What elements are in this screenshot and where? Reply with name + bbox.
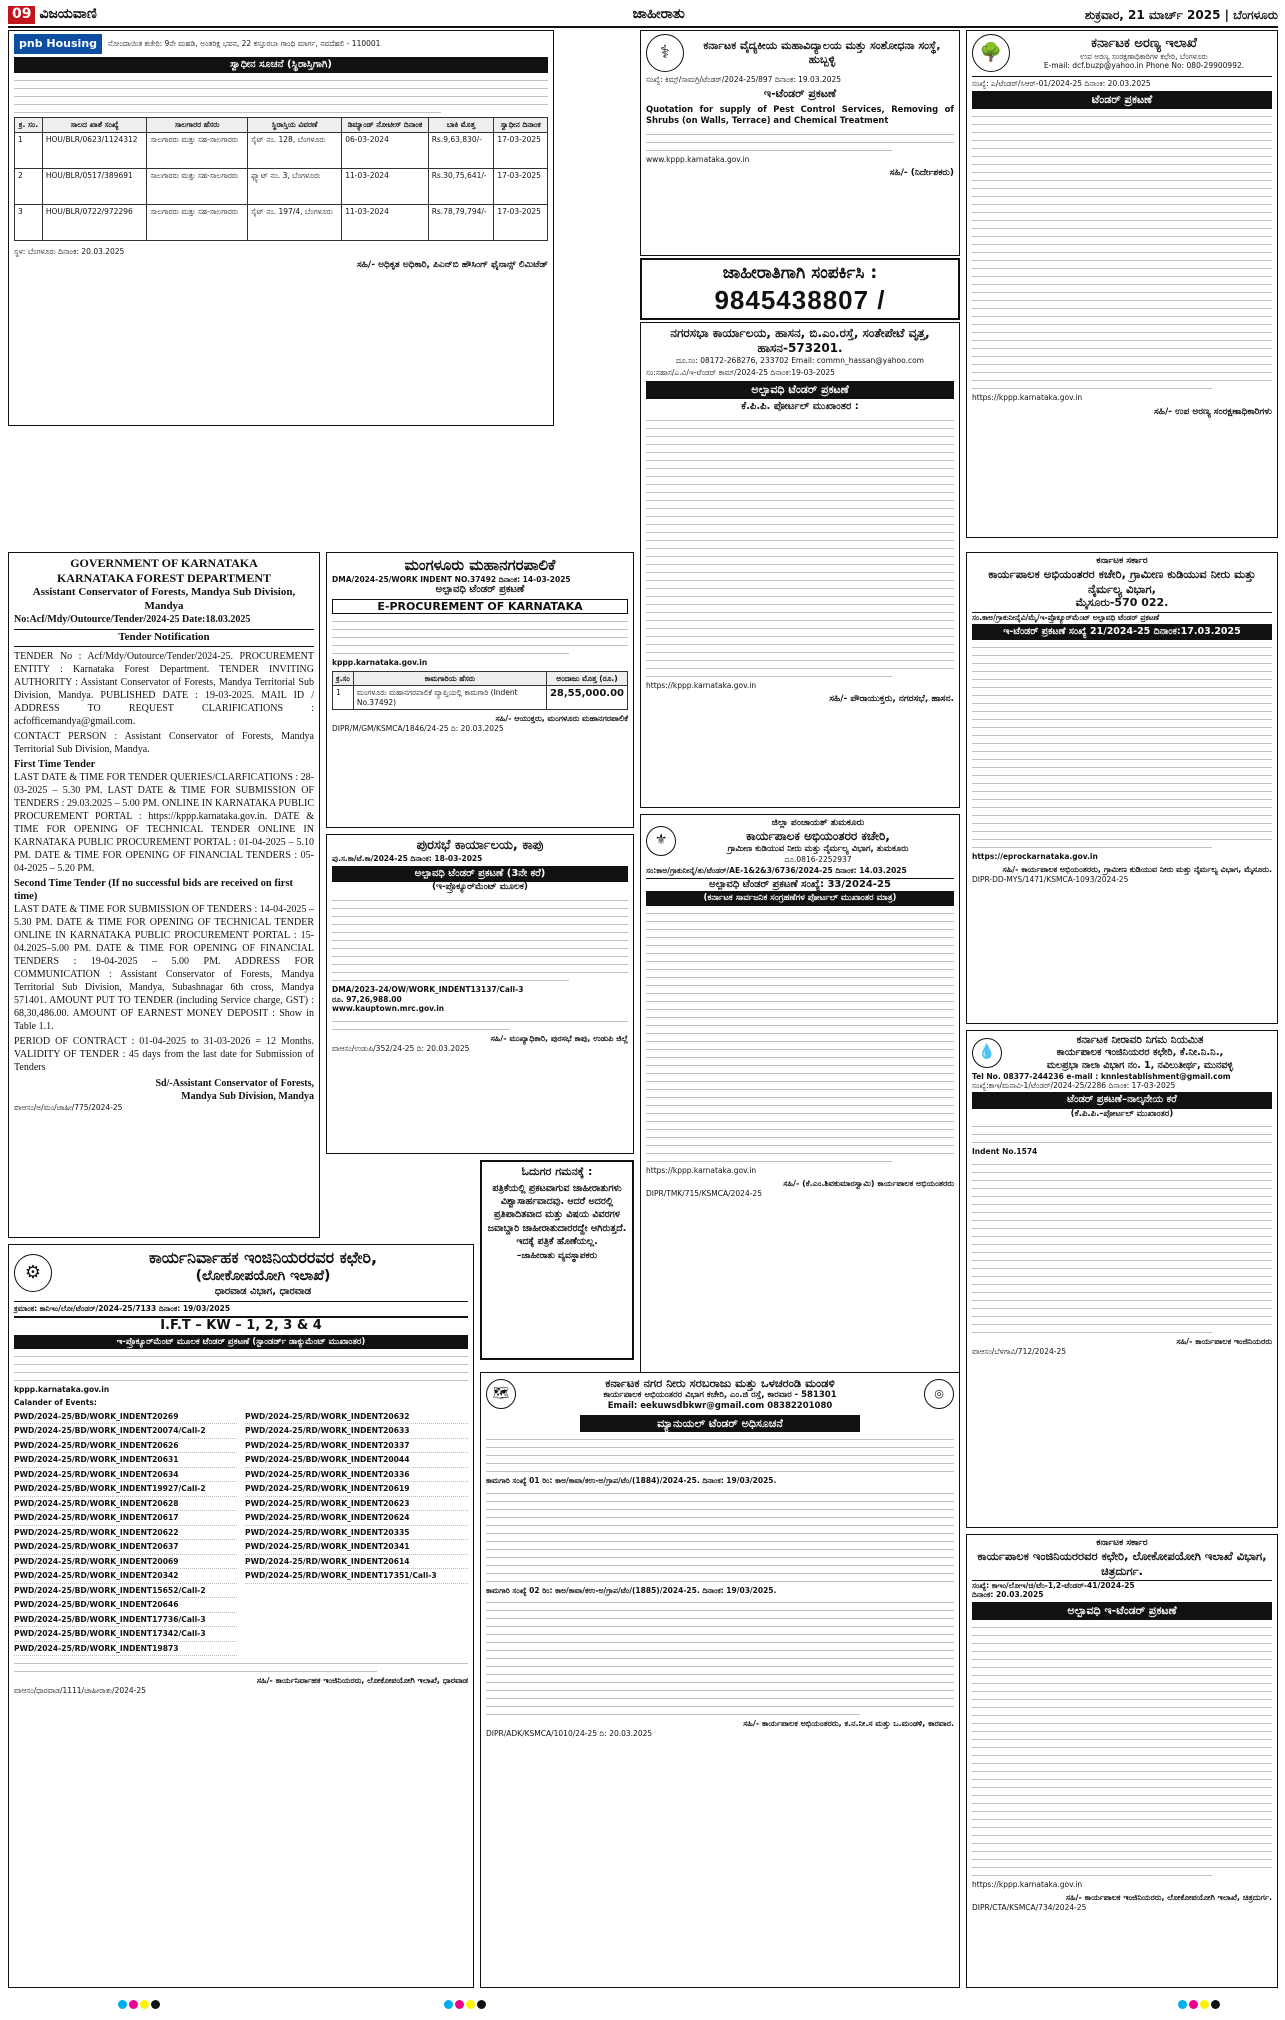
pnb-cell: 11-03-2024 [342, 168, 428, 204]
kaup-ref: ಪು.ಸ.ಕಾ/ಟೆ.ಕಾ/2024-25 ದಿನಾಂಕ: 18-03-2025 [332, 854, 483, 864]
ad-contact-label: ಜಾಹೀರಾತಿಗಾಗಿ ಸಂಪರ್ಕಿಸಿ : [722, 263, 878, 283]
mangaluru-sign: ಸಹಿ/- ಆಯುಕ್ತರು, ಮಂಗಳೂರು ಮಹಾನಗರಪಾಲಿಕೆ [495, 713, 628, 723]
dharwad-indent-list-1 [14, 1410, 237, 1656]
forest-sub: ಉಪ ಅರಣ್ಯ ಸಂರಕ್ಷಣಾಧಿಕಾರಿಗಳ ಕಛೇರಿ, ಬೆಂಗಳೂರು [1080, 51, 1208, 61]
kims-emblem-icon: ⚕ [646, 34, 684, 72]
chitradurga-gov: ಕರ್ನಾಟಕ ಸರ್ಕಾರ [1096, 1538, 1148, 1548]
dharwad-indent: PWD/2024-25/RD/WORK_INDENT20619 [245, 1482, 468, 1496]
mandya-office: Assistant Conservator of Forests, Mandya Sub Division, Mandya [32, 586, 296, 612]
knnl-title: ಕರ್ನಾಟಕ ನೀರಾವರಿ ನಿಗಮ ನಿಯಮಿತ [1076, 1034, 1204, 1046]
dharwad-indent: PWD/2024-25/RD/WORK_INDENT20631 [14, 1453, 237, 1467]
chitradurga-sign: ಸಹಿ/- ಕಾರ್ಯಪಾಲಕ ಇಂಜಿನಿಯರರು, ಲೋಕೋಪಯೋಗಿ ಇಲಾಖೆ, ಚಿತ್ರದುರ್ಗ. [1065, 1892, 1272, 1902]
dharwad-site: kppp.karnataka.gov.in [14, 1385, 110, 1395]
mandya-footer: ವಾಆಸಂ/ಅ/ಮಂ/ಜಾಹೀ/775/2024-25 [14, 1103, 123, 1113]
pnb-table-row [15, 132, 548, 168]
mangaluru-col2: ಕಾಮಗಾರಿಯ ಹೆಸರು [353, 671, 546, 685]
print-registration-marks-left [118, 2000, 160, 2010]
dharwad-indent: PWD/2024-25/RD/WORK_INDENT20637 [14, 1540, 237, 1554]
karwar-notice [480, 1372, 960, 1988]
dharwad-indent: PWD/2024-25/RD/WORK_INDENT20626 [14, 1439, 237, 1453]
pnb-sign: ಸಹಿ/- ಅಧಿಕೃತ ಅಧಿಕಾರಿ, ಪಿಎನ್‌ಬಿ ಹೌಸಿಂಗ್ ಫೈನಾನ್ಸ್ ಲಿಮಿಟೆಡ್ [356, 260, 548, 270]
karwar-work2: ಕಾಮಗಾರಿ ಸಂಖ್ಯೆ 02 ರಿಂ: ಕಾಅ/ಕಾವಾ/ಕಉ-ಅ/ಗ್ರಾಪ/ಟೆಂ/(1885)/2024-25. ದಿನಾಂಕ: 19/03/2025. [486, 1585, 777, 1595]
pnb-col-header: ಸ್ವಾಧೀನ ದಿನಾಂಕ [494, 118, 548, 132]
dharwad-indent: PWD/2024-25/BD/WORK_INDENT20646 [14, 1598, 237, 1612]
pnb-footer: ಸ್ಥಳ: ಬೆಂಗಳೂರು ದಿನಾಂಕ: 20.03.2025 [14, 246, 125, 256]
dharwad-indent: PWD/2024-25/BD/WORK_INDENT20074/Call-2 [14, 1424, 237, 1438]
mandya-sign2: Mandya Sub Division, Mandya [181, 1090, 314, 1102]
dharwad-indent: PWD/2024-25/RD/WORK_INDENT20633 [245, 1424, 468, 1438]
dharwad-sub: (ಲೋಕೋಪಯೋಗಿ ಇಲಾಖೆ) [195, 1268, 331, 1284]
dharwad-indent: PWD/2024-25/RD/WORK_INDENT20624 [245, 1511, 468, 1525]
chitradurga-date: ದಿನಾಂಕ: 20.03.2025 [972, 1590, 1044, 1600]
mysuru-city: ಮೈಸೂರು-570 022. [1075, 596, 1169, 609]
tumakuru-sign: ಸಹಿ/- (ಕೆ.ಎಂ.ಶಿವಕುಮಾರಸ್ವಾಮಿ) ಕಾರ್ಯಪಾಲಕ ಅಭಿಯಂತರರು [783, 1179, 954, 1189]
dharwad-footer: ವಾಆಸಂ/ಧಾರವಾಡ/1111/ಜಾಹೀರಾತು/2024-25 [14, 1686, 146, 1696]
mandya-p3: LAST DATE & TIME FOR TENDER QUERIES/CLARFICATIONS : 28-03-2025 – 5.30 PM. LAST DATE & TIME FOR SUBMISSION OF TENDERS : 29.03.2025 – 5.00 PM. ONLINE IN KARNATAKA PUBLIC PROCUREMENT PORTAL : https://kppp.karnataka.gov.in. DATE & TIME FOR OPENING OF TECHNICAL TENDER ONLINE IN KARNATAKA PUBLIC PROCUREMENT PORTAL : 01-04-2025 – 5.10 PM. DATE & TIME FOR OPENING OF FINANCIAL TENDERS : 05-04-2025 – 5.20 PM. [14, 771, 315, 874]
tumakuru-emblem-icon: ⚜ [646, 826, 676, 856]
readers-note [480, 1160, 634, 1360]
mandya-p2: CONTACT PERSON : Assistant Conservator of Forests, Mandya Territorial Sub Division, Mandya. [14, 730, 314, 755]
tumakuru-site: https://kppp.karnataka.gov.in [646, 1165, 757, 1175]
pnb-col-header: ಬಾಕಿ ಮೊತ್ತ [428, 118, 494, 132]
pnb-logo: pnb Housing [14, 34, 102, 54]
karwar-logo-icon: ◎ [924, 1379, 954, 1409]
ad-contact-phones: 9845438807 / [714, 285, 886, 316]
readers-heading: ಓದುಗರ ಗಮನಕ್ಕೆ : [521, 1165, 593, 1178]
pnb-col-header: ಸಾಲದ ಖಾತೆ ಸಂಖ್ಯೆ [42, 118, 147, 132]
mysuru-ref: ಸಂ.ಕಾಅ/ಗ್ರಾಕುನೀನೈವಿ/ಮೈ/ಇ-ಪ್ರೊಕ್ಯೂರ್‌ಮೆಂಟ್ ಅಲ್ಪಾವಧಿ ಟೆಂಡರ್ ಪ್ರಕಟಣೆ [972, 612, 1272, 622]
chitradurga-footer: DIPR/CTA/KSMCA/734/2024-25 [972, 1902, 1087, 1912]
tumakuru-title1: ಜಿಲ್ಲಾ ಪಂಚಾಯತ್ ತುಮಕೂರು [771, 818, 865, 828]
dharwad-indent-list-2 [245, 1410, 468, 1656]
hassan-notice-title: ಅಲ್ಪಾವಧಿ ಟೆಂಡರ್ ಪ್ರಕಟಣೆ [646, 381, 954, 399]
mangaluru-amount: 28,55,000.00 [546, 686, 627, 710]
mandya-second: Second Time Tender (If no successful bids are received on first time) [14, 877, 294, 902]
mysuru-site: https://eprockarnataka.gov.in [972, 852, 1098, 861]
mysuru-sign: ಸಹಿ/- ಕಾರ್ಯಪಾಲಕ ಅಭಿಯಂತರರು, ಗ್ರಾಮೀಣ ಕುಡಿಯುವ ನೀರು ಮತ್ತು ನೈರ್ಮಲ್ಯ ವಿಭಾಗ, ಮೈಸೂರು. [1002, 865, 1272, 875]
pnb-address: ನೋಂದಾಯಿತ ಕಚೇರಿ: 9ನೇ ಮಹಡಿ, ಅಂತರಿಕ್ಷ ಭವನ, 22 ಕಸ್ತೂರಬಾ ಗಾಂಧಿ ಮಾರ್ಗ, ನವದೆಹಲಿ - 110001 [108, 39, 381, 49]
forest-site: https://kppp.karnataka.gov.in [972, 393, 1083, 403]
page-header [8, 4, 1278, 28]
hassan-sign: ಸಹಿ/- ಪೌರಾಯುಕ್ತರು, ನಗರಸಭೆ, ಹಾಸನ. [829, 694, 954, 705]
dharwad-city: ಧಾರವಾಡ ವಿಭಾಗ, ಧಾರವಾಡ [214, 1285, 312, 1297]
karwar-title: ಕರ್ನಾಟಕ ನಗರ ನೀರು ಸರಬರಾಜು ಮತ್ತು ಒಳಚರಂಡಿ ಮಂಡಳಿ [605, 1376, 835, 1390]
dharwad-ref: ಕ್ರಮಾಂಕ: ಕಾನಿಇಂ/ಲೋ/ಟೆಂಡರ್/2024-25/7133 ದಿನಾಂಕ: 19/03/2025 [14, 1301, 468, 1313]
knnl-notice [966, 1030, 1278, 1528]
tumakuru-title2: ಕಾರ್ಯಪಾಲಕ ಅಭಿಯಂತರರ ಕಚೇರಿ, [746, 829, 890, 844]
dharwad-indent: PWD/2024-25/BD/WORK_INDENT19927/Call-2 [14, 1482, 237, 1496]
pnb-cell: ಸಾಲಗಾರರು ಮತ್ತು ಸಹ-ಸಾಲಗಾರರು [147, 132, 248, 168]
mysuru-footer: DIPR-DD-MYS/1471/KSMCA-1093/2024-25 [972, 875, 1129, 885]
dharwad-sign: ಸಹಿ/- ಕಾರ್ಯನಿರ್ವಾಹಕ ಇಂಜಿನಿಯರರು, ಲೋಕೋಪಯೋಗಿ ಇಲಾಖೆ, ಧಾರವಾಡ [256, 1676, 468, 1686]
pnb-cell: HOU/BLR/0517/389691 [42, 168, 147, 204]
mangaluru-col1: ಕ್ರ.ಸಂ [333, 671, 354, 685]
pnb-cell: Rs.78,79,794/- [428, 204, 494, 240]
pnb-cell: 17-03-2025 [494, 132, 548, 168]
pnb-table [14, 117, 548, 240]
karwar-emblem-icon: 🗺 [486, 1379, 516, 1409]
kaup-footer: ವಾಆಸಂ/ಉಡುಪಿ/352/24-25 ದಿ: 20.03.2025 [332, 1043, 470, 1053]
pnb-cell: 17-03-2025 [494, 204, 548, 240]
dharwad-indent: PWD/2024-25/RD/WORK_INDENT20069 [14, 1555, 237, 1569]
mangaluru-table: ಕ್ರ.ಸಂ ಕಾಮಗಾರಿಯ ಹೆಸರು ಅಂದಾಜು ಮೊತ್ತ (ರೂ.) 1 ಮಂಗಳೂರು ಮಹಾನಗರಪಾಲಿಕೆ ವ್ಯಾಪ್ತಿಯಲ್ಲಿ ಕಾಮಗಾರಿ (Indent No.37492) 28,55,000.00 [332, 671, 628, 710]
mandya-org1: GOVERNMENT OF KARNATAKA [70, 556, 258, 570]
mangaluru-footer: DIPR/M/GM/KSMCA/1846/24-25 ದಿ: 20.03.2025 [332, 723, 504, 733]
kaup-amount: ರೂ. 97,26,988.00 [332, 994, 402, 1004]
dharwad-ift: I.F.T – KW – 1, 2, 3 & 4 [14, 1316, 468, 1334]
readers-sign: –ಜಾಹೀರಾತು ವ್ಯವಸ್ಥಾಪಕರು [516, 1251, 598, 1262]
dharwad-indent: PWD/2024-25/BD/WORK_INDENT15652/Call-2 [14, 1584, 237, 1598]
forest-bengaluru-notice [966, 30, 1278, 538]
mysuru-gov: ಕರ್ನಾಟಕ ಸರ್ಕಾರ [1096, 556, 1148, 566]
dharwad-indent: PWD/2024-25/RD/WORK_INDENT20341 [245, 1540, 468, 1554]
pnb-cell: ಸಾಲಗಾರರು ಮತ್ತು ಸಹ-ಸಾಲಗಾರರು [147, 168, 248, 204]
kims-sign: ಸಹಿ/- (ನಿರ್ದೇಶಕರು) [889, 168, 954, 178]
pnb-table-row [15, 204, 548, 240]
hassan-phone: ದೂ.ಸಂ: 08172-268276, 233702 Email: commn_hassan@yahoo.com [675, 356, 924, 365]
chitradurga-ref: ಸಂಖ್ಯೆ: ಕಾಇಂ/ಲೋಇ/ಚಿ/ಟೆಂ-1,2-ಟೆಂಡರ್-41/2024-25 [972, 1580, 1272, 1590]
tumakuru-footer: DIPR/TMK/715/KSMCA/2024-25 [646, 1189, 762, 1199]
ad-contact-box [640, 258, 960, 320]
kims-notice-title: ಇ-ಟೆಂಡರ್ ಪ್ರಕಟಣೆ [763, 87, 837, 101]
knnl-sub: (ಕೆ.ಪಿ.ಪಿ.–ಪೋರ್ಟಲ್ ಮುಖಾಂತರ) [1070, 1108, 1174, 1119]
chitradurga-notice [966, 1534, 1278, 1988]
tumakuru-notice [640, 814, 960, 1374]
kims-notice [640, 30, 960, 256]
mandya-ref: No:Acf/Mdy/Outource/Tender/2024-25 Date:18.03.2025 [14, 613, 251, 625]
kims-title: ಕರ್ನಾಟಕ ವೈದ್ಯಕೀಯ ಮಹಾವಿದ್ಯಾಲಯ ಮತ್ತು ಸಂಶೋಧನಾ ಸಂಸ್ಥೆ, ಹುಬ್ಬಳ್ಳಿ [703, 39, 941, 66]
tumakuru-sub: (ಕರ್ನಾಟಕ ಸಾರ್ವಜನಿಕ ಸಂಗ್ರಹಣೆಗಳ ಪೋರ್ಟಲ್ ಮುಖಾಂತರ ಮಾತ್ರ) [646, 891, 954, 906]
dharwad-indent: PWD/2024-25/RD/WORK_INDENT20614 [245, 1555, 468, 1569]
print-registration-marks-mid [444, 2000, 486, 2010]
dharwad-indent: PWD/2024-25/RD/WORK_INDENT19873 [14, 1642, 237, 1656]
dharwad-indent: PWD/2024-25/RD/WORK_INDENT20342 [14, 1569, 237, 1583]
dharwad-indent: PWD/2024-25/RD/WORK_INDENT20336 [245, 1468, 468, 1482]
pnb-col-header: ಸಾಲಗಾರರ ಹೆಸರು [147, 118, 248, 132]
mandya-forest-notice [8, 552, 320, 1238]
karwar-notice-title: ಮ್ಯಾನುಯಲ್ ಟೆಂಡರ್ ಅಧಿಸೂಚನೆ [580, 1415, 861, 1433]
pnb-cell: HOU/BLR/0722/972296 [42, 204, 147, 240]
mangaluru-site: kppp.karnataka.gov.in [332, 658, 428, 668]
knnl-footer: ವಾಆಸಂ/ಬೆಳಗಾವಿ/712/2024-25 [972, 1346, 1066, 1356]
pnb-cell: ಸೈಟ್ ನಂ. 128, ಬೆಂಗಳೂರು [247, 132, 341, 168]
pnb-cell: 1 [15, 132, 43, 168]
mangaluru-ref: DMA/2024-25/WORK INDENT NO.37492 ದಿನಾಂಕ: 14-03-2025 [332, 574, 571, 584]
mangaluru-col3: ಅಂದಾಜು ಮೊತ್ತ (ರೂ.) [546, 671, 627, 685]
dharwad-indent: PWD/2024-25/BD/WORK_INDENT17736/Call-3 [14, 1613, 237, 1627]
forest-ref: ಸಂಖ್ಯೆ: ಎ/ಟೆಂಡರ್/ಸಿಆರ್-01/2024-25 ದಿನಾಂಕ: 20.03.2025 [972, 76, 1272, 88]
tumakuru-title3: ಗ್ರಾಮೀಣ ಕುಡಿಯುವ ನೀರು ಮತ್ತು ನೈರ್ಮಲ್ಯ ವಿಭಾಗ, ತುಮಕೂರು [727, 844, 909, 855]
pnb-cell: 06-03-2024 [342, 132, 428, 168]
knnl-sub1: ಕಾರ್ಯಪಾಲಕ ಇಂಜಿನಿಯರರ ಕಛೇರಿ, ಕೆ.ನೀ.ನಿ.ನಿ., [1056, 1047, 1224, 1059]
kaup-indent: DMA/2023-24/OW/WORK_INDENT13137/Call-3 [332, 985, 524, 995]
hassan-sub: ಕೆ.ಪಿ.ಪಿ. ಪೋರ್ಟಲ್ ಮುಖಾಂತರ : [741, 400, 859, 412]
forest-email: E-mail: dcf.buzp@yahoo.in Phone No: 080-29900992. [1043, 61, 1245, 71]
mandya-first: First Time Tender [14, 758, 96, 770]
pnb-cell: 11-03-2024 [342, 204, 428, 240]
pnb-cell: ಸಾಲಗಾರರು ಮತ್ತು ಸಹ-ಸಾಲಗಾರರು [147, 204, 248, 240]
karwar-work1: ಕಾಮಗಾರಿ ಸಂಖ್ಯೆ 01 ರಿಂ: ಕಾಅ/ಕಾವಾ/ಕಉ-ಅ/ಗ್ರಾಪ/ಟೆಂ/(1884)/2024-25. ದಿನಾಂಕ: 19/03/2025. [486, 1476, 777, 1486]
mangaluru-notice [326, 552, 634, 828]
mandya-heading: Tender Notification [14, 629, 314, 647]
dharwad-indent: PWD/2024-25/BD/WORK_INDENT20044 [245, 1453, 468, 1467]
karwar-sign: ಸಹಿ/- ಕಾರ್ಯಪಾಲಕ ಅಭಿಯಂತರರು, ಕ.ನ.ನೀ.ಸ ಮತ್ತು ಒ.ಮಂಡಳಿ, ಕಾರವಾರ. [743, 1719, 954, 1729]
kaup-sub: (ಇ-ಪ್ರೊಕ್ಯೂರ್‌ಮೆಂಟ್ ಮೂಲಕ) [431, 882, 528, 893]
pnb-col-header: ಸ್ಥಿರಾಸ್ತಿಯ ವಿವರಣೆ [247, 118, 341, 132]
karwar-email: Email: eekuwsdbkwr@gmail.com 08382201080 [607, 1401, 833, 1411]
dharwad-notice [8, 1244, 474, 1988]
karwar-footer: DIPR/ADK/KSMCA/1010/24-25 ದಿ: 20.03.2025 [486, 1729, 653, 1739]
pnb-col-header: ಕ್ರ. ಸಂ. [15, 118, 43, 132]
pnb-col-header: ಡಿಮ್ಯಾಂಡ್ ನೋಟೀಸ್ ದಿನಾಂಕ [342, 118, 428, 132]
mysuru-title: ಕಾರ್ಯಪಾಲಕ ಅಭಿಯಂತರರ ಕಚೇರಿ, ಗ್ರಾಮೀಣ ಕುಡಿಯುವ ನೀರು ಮತ್ತು ನೈರ್ಮಲ್ಯ ವಿಭಾಗ, [988, 567, 1256, 596]
forest-sign: ಸಹಿ/- ಉಪ ಅರಣ್ಯ ಸಂರಕ್ಷಣಾಧಿಕಾರಿಗಳು [1154, 406, 1272, 417]
knnl-sign: ಸಹಿ/- ಕಾರ್ಯಪಾಲಕ ಇಂಜಿನಿಯರರು [1176, 1336, 1272, 1346]
mysuru-notice-title: ಇ-ಟೆಂಡರ್ ಪ್ರಕಟಣೆ ಸಂಖ್ಯೆ 21/2024-25 ದಿನಾಂಕ:17.03.2025 [972, 624, 1272, 640]
pnb-cell: 2 [15, 168, 43, 204]
hassan-ref: ಸಂ:ನಹಾಸ/ಎ.ವಿ/ಇ-ಟೆಂಡರ್ ಕಾಮ್/2024-25 ದಿನಾಂಕ:19-03-2025 [646, 368, 835, 378]
mangaluru-item: ಮಂಗಳೂರು ಮಹಾನಗರಪಾಲಿಕೆ ವ್ಯಾಪ್ತಿಯಲ್ಲಿ ಕಾಮಗಾರಿ (Indent No.37492) [353, 686, 546, 710]
dharwad-indent: PWD/2024-25/RD/WORK_INDENT20632 [245, 1410, 468, 1424]
dharwad-indent: PWD/2024-25/RD/WORK_INDENT20634 [14, 1468, 237, 1482]
print-registration-marks-right [1178, 2000, 1220, 2010]
dharwad-indent: PWD/2024-25/RD/WORK_INDENT20617 [14, 1511, 237, 1525]
dharwad-indent: PWD/2024-25/RD/WORK_INDENT20622 [14, 1526, 237, 1540]
dharwad-indent: PWD/2024-25/RD/WORK_INDENT20623 [245, 1497, 468, 1511]
paper-name: ವಿಜಯವಾಣಿ [39, 6, 97, 23]
chitradurga-notice-title: ಅಲ್ಪಾವಧಿ ಇ-ಟೆಂಡರ್ ಪ್ರಕಟಣೆ [972, 1602, 1272, 1620]
chitradurga-site: https://kppp.karnataka.gov.in [972, 1879, 1083, 1889]
tumakuru-notice-title: ಅಲ್ಪಾವಧಿ ಟೆಂಡರ್ ಪ್ರಕಟಣೆ ಸಂಖ್ಯೆ: 33/2024-25 [646, 878, 954, 892]
mandya-p4: LAST DATE & TIME FOR SUBMISSION OF TENDERS : 14-04-2025 – 5.30 PM. DATE & TIME FOR OPENING OF TECHNICAL TENDER ONLINE IN KARNATAKA PUBLIC PROCUREMENT PORTAL : 15-04.2025–5.00 PM. DATE & TIME FOR OPENING OF FINANCIAL TENDERS : 19-04-2025 – 5.00 PM. ADDRESS FOR COMMUNICATION : Assistant Conservator of Forests, Mandya Territorial Sub Division, Mandya, Subashnagar 6th cross, Mandya 571401. AMOUNT PUT TO TENDER (including Service charge, GST) : 68,30,486.00. AMOUNT OF EARNEST MONEY DEPOSIT : Show in Table 1.1. [14, 904, 314, 1033]
mangaluru-band: E-PROCUREMENT OF KARNATAKA [332, 599, 628, 615]
mandya-org2: KARNATAKA FOREST DEPARTMENT [56, 571, 272, 585]
pnb-table-row [15, 168, 548, 204]
dharwad-emblem-icon: ⚙ [14, 1254, 52, 1292]
hassan-title: ನಗರಸಭಾ ಕಾರ್ಯಾಲಯ, ಹಾಸನ, ಬಿ.ಎಂ.ರಸ್ತೆ, ಸಂತೇಪೇಟೆ ವೃತ್ತ, ಹಾಸನ-573201. [670, 326, 930, 355]
dharwad-calendar: Calander of Events: [14, 1397, 97, 1407]
dharwad-title: ಕಾರ್ಯನಿರ್ವಾಹಕ ಇಂಜಿನಿಯರರವರ ಕಛೇರಿ, [148, 1248, 378, 1267]
kaup-title: ಪುರಸಭೆ ಕಾರ್ಯಾಲಯ, ಕಾಪು [416, 838, 544, 853]
knnl-ref: ಸಂಖ್ಯೆ:ಕಾಇ/ಮನಾವಿ-1/ಟೆಂಡರ್/2024-25/2286 ದಿನಾಂಕ: 17-03-2025 [972, 1080, 1176, 1090]
kaup-site: www.kauptown.mrc.gov.in [332, 1004, 445, 1014]
forest-org: ಕರ್ನಾಟಕ ಅರಣ್ಯ ಇಲಾಖೆ [1091, 35, 1197, 51]
dharwad-indent: PWD/2024-25/RD/WORK_INDENT17351/Call-3 [245, 1569, 468, 1583]
readers-text: ಪತ್ರಿಕೆಯಲ್ಲಿ ಪ್ರಕಟವಾಗುವ ಜಾಹೀರಾತುಗಳು ವಿಶ್ವಾಸಾರ್ಹವಾದವು. ಆದರೆ ಅದರಲ್ಲಿ ಪ್ರತಿಪಾದಿತವಾದ ಮತ್ತು ವಿಷಯ ವಿವರಗಳ ಜವಾಬ್ದಾರಿ ಜಾಹೀರಾತುದಾರರದ್ದೇ ಆಗಿರುತ್ತದೆ. ಇದಕ್ಕೆ ಪತ್ರಿಕೆ ಹೊಣೆಯಲ್ಲ. [487, 1182, 627, 1247]
mangaluru-notice-title: ಅಲ್ಪಾವಧಿ ಟೆಂಡರ್ ಪ್ರಕಟಣೆ [435, 584, 525, 596]
pnb-housing-notice [8, 30, 554, 426]
kims-body: Quotation for supply of Pest Control Services, Removing of Shrubs (on Walls, Terrace) and Chemical Treatment [646, 104, 954, 126]
mangaluru-title: ಮಂಗಳೂರು ಮಹಾನಗರಪಾಲಿಕೆ [404, 556, 556, 574]
pnb-cell: Rs.30,75,641/- [428, 168, 494, 204]
knnl-tel: Tel No. 08377-244236 e-mail : knnlestablishment@gmail.com [972, 1071, 1231, 1081]
dharwad-ift-sub: ಇ-ಪ್ರೊಕ್ಯೂರ್‌ಮೆಂಟ್ ಮೂಲಕ ಟೆಂಡರ್ ಪ್ರಕಟಣೆ (ಸ್ಟಾಂಡರ್ಡ್ ಡಾಕ್ಯುಮೆಂಟ್ ಮುಖಾಂತರ) [14, 1335, 468, 1350]
knnl-notice-title: ಟೆಂಡರ್ ಪ್ರಕಟಣೆ–ನಾಲ್ಕನೇಯ ಕರೆ [972, 1092, 1272, 1109]
pnb-cell: 17-03-2025 [494, 168, 548, 204]
kaup-notice-title: ಅಲ್ಪಾವಧಿ ಟೆಂಡರ್ ಪ್ರಕಟಣೆ (3ನೇ ಕರೆ) [332, 866, 628, 883]
rural-mysuru-notice [966, 552, 1278, 1024]
pnb-cell: ಫ್ಲ್ಯಾಟ್ ನಂ. 3, ಬೆಂಗಳೂರು [247, 168, 341, 204]
tumakuru-phone: ದೂ.0816-2252937 [784, 854, 852, 864]
knnl-emblem-icon: 💧 [972, 1038, 1002, 1068]
pnb-cell: 3 [15, 204, 43, 240]
section-title: ಜಾಹೀರಾತು [632, 6, 685, 23]
kaup-sign: ಸಹಿ/- ಮುಖ್ಯಾಧಿಕಾರಿ, ಪುರಸಭೆ ಕಾಪು, ಉಡುಪಿ ಜಿಲ್ಲೆ [490, 1033, 628, 1043]
dharwad-indent: PWD/2024-25/BD/WORK_INDENT20269 [14, 1410, 237, 1424]
kims-site: www.kppp.karnataka.gov.in [646, 154, 750, 164]
dharwad-indent: PWD/2024-25/RD/WORK_INDENT20337 [245, 1439, 468, 1453]
dharwad-indent: PWD/2024-25/RD/WORK_INDENT20335 [245, 1526, 468, 1540]
tumakuru-ref: ಸಂ:ಕಾಅ/ಗ್ರಾಕುನೀನೈ/ತು/ಟೆಂಡರ್/AE-1&2&3/6736/2024-25 ದಿನಾಂಕ: 14.03.2025 [646, 866, 907, 876]
forest-notice-title: ಟೆಂಡರ್ ಪ್ರಕಟಣೆ [972, 91, 1272, 109]
mandya-p5: PERIOD OF CONTRACT : 01-04-2025 to 31-03-2026 = 12 Months. VALIDITY OF TENDER : 45 days from the last date for Submission of Tenders [14, 1036, 314, 1074]
mandya-sign1: Sd/-Assistant Conservator of Forests, [155, 1078, 314, 1090]
karwar-sub: ಕಾರ್ಯಪಾಲಕ ಅಭಿಯಂತರರ ವಿಭಾಗ ಕಚೇರಿ, ಎಂ.ಜಿ ರಸ್ತೆ, ಕಾರವಾರ - 581301 [603, 1390, 837, 1401]
page-number: 09 [8, 6, 35, 24]
knnl-sub2: ಮಲಪ್ರಭಾ ನಾಲಾ ವಿಭಾಗ ನಂ. 1, ನವಿಲುತೀರ್ಥ, ಮುನವಳ್ಳಿ [1046, 1059, 1234, 1071]
pnb-cell: Rs.9,63,830/- [428, 132, 494, 168]
pnb-cell: HOU/BLR/0623/1124312 [42, 132, 147, 168]
mandya-p1: TENDER No : Acf/Mdy/Outource/Tender/2024-25. PROCUREMENT ENTITY : Karnataka Forest Department. TENDER INVITING AUTHORITY : Assistant Conservator of Forests, Mandya Territorial Sub Division, Mandya. PUBLISHED DATE : 19-03-2025. MAIL ID / ADDRESS TO REQUEST CLARIFICATIONS : acfofficemandya@gmail.com. [14, 650, 314, 727]
kims-ref: ಸಂಖ್ಯೆ: ಕಿಮ್ಸ್/ಸಾಮಗ್ರಿ/ಟೆಂಡರ್/2024-25/897 ದಿನಾಂಕ: 19.03.2025 [646, 75, 842, 84]
forest-emblem-icon: 🌳 [972, 34, 1010, 72]
hassan-site: https://kppp.karnataka.gov.in [646, 681, 757, 690]
hassan-notice [640, 322, 960, 808]
kaup-notice [326, 834, 634, 1154]
issue-date: ಶುಕ್ರವಾರ, 21 ಮಾರ್ಚ್ 2025 | ಬೆಂಗಳೂರು [1084, 7, 1278, 22]
pnb-title: ಸ್ವಾಧೀನ ಸೂಚನೆ (ಸ್ಥಿರಾಸ್ತಿಗಾಗಿ) [14, 57, 548, 74]
dharwad-indent: PWD/2024-25/RD/WORK_INDENT20628 [14, 1497, 237, 1511]
dharwad-indent: PWD/2024-25/BD/WORK_INDENT17342/Call-3 [14, 1627, 237, 1641]
knnl-indent: Indent No.1574 [972, 1147, 1038, 1157]
pnb-cell: ಸೈಟ್ ನಂ. 197/4, ಬೆಂಗಳೂರು [247, 204, 341, 240]
chitradurga-title: ಕಾರ್ಯಪಾಲಕ ಇಂಜಿನಿಯರರವರ ಕಛೇರಿ, ಲೋಕೋಪಯೋಗಿ ಇಲಾಖೆ ವಿಭಾಗ, ಚಿತ್ರದುರ್ಗ. [977, 1549, 1267, 1578]
